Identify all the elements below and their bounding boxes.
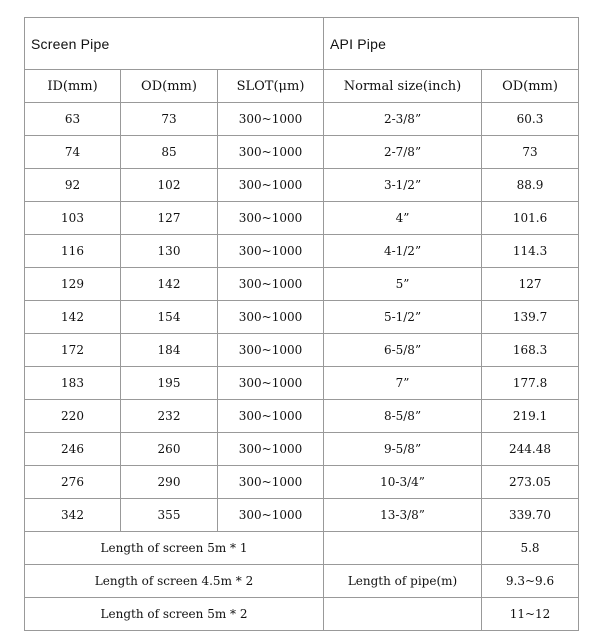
cell-api-od: 168.3 (482, 334, 579, 367)
cell-slot: 300~1000 (218, 169, 324, 202)
cell-normal-size: 8-5/8” (324, 400, 482, 433)
column-header-row (25, 70, 579, 103)
cell-screen-id: 92 (25, 169, 121, 202)
cell-api-od: 73 (482, 136, 579, 169)
cell-slot: 300~1000 (218, 103, 324, 136)
table-row (25, 499, 579, 532)
table-row (25, 136, 579, 169)
cell-screen-od: 142 (121, 268, 218, 301)
cell-slot: 300~1000 (218, 136, 324, 169)
cell-slot: 300~1000 (218, 301, 324, 334)
table-row (25, 268, 579, 301)
table-row (25, 301, 579, 334)
cell-api-od: 219.1 (482, 400, 579, 433)
cell-slot: 300~1000 (218, 334, 324, 367)
cell-normal-size: 6-5/8” (324, 334, 482, 367)
screen-pipe-title: Screen Pipe (25, 18, 324, 70)
table-row (25, 367, 579, 400)
cell-screen-od: 260 (121, 433, 218, 466)
cell-screen-id: 220 (25, 400, 121, 433)
header-api-od: OD(mm) (482, 70, 579, 103)
table-row (25, 103, 579, 136)
cell-normal-size: 4-1/2” (324, 235, 482, 268)
cell-api-od: 127 (482, 268, 579, 301)
cell-normal-size: 4” (324, 202, 482, 235)
spec-table-body (25, 18, 579, 631)
cell-api-od: 273.05 (482, 466, 579, 499)
cell-screen-id: 172 (25, 334, 121, 367)
table-row (25, 334, 579, 367)
cell-screen-od: 85 (121, 136, 218, 169)
cell-screen-od: 290 (121, 466, 218, 499)
cell-api-od: 244.48 (482, 433, 579, 466)
cell-normal-size: 10-3/4” (324, 466, 482, 499)
footer-value: 9.3~9.6 (482, 565, 579, 598)
header-screen-od: OD(mm) (121, 70, 218, 103)
cell-screen-id: 74 (25, 136, 121, 169)
api-pipe-title: API Pipe (324, 18, 579, 70)
footer-value: 5.8 (482, 532, 579, 565)
cell-slot: 300~1000 (218, 433, 324, 466)
footer-pipe-length-label: Length of pipe(m) (324, 565, 482, 598)
cell-screen-od: 102 (121, 169, 218, 202)
cell-normal-size: 9-5/8” (324, 433, 482, 466)
cell-api-od: 114.3 (482, 235, 579, 268)
footer-screen-length: Length of screen 5m * 2 (25, 598, 324, 631)
cell-normal-size: 3-1/2” (324, 169, 482, 202)
cell-api-od: 177.8 (482, 367, 579, 400)
cell-api-od: 101.6 (482, 202, 579, 235)
table-row (25, 202, 579, 235)
cell-screen-od: 355 (121, 499, 218, 532)
cell-screen-od: 127 (121, 202, 218, 235)
header-screen-id: ID(mm) (25, 70, 121, 103)
footer-pipe-length-label (324, 598, 482, 631)
pipe-spec-table (24, 17, 579, 631)
cell-screen-od: 232 (121, 400, 218, 433)
table-row (25, 169, 579, 202)
table-row (25, 400, 579, 433)
cell-slot: 300~1000 (218, 235, 324, 268)
footer-screen-length: Length of screen 5m * 1 (25, 532, 324, 565)
cell-slot: 300~1000 (218, 268, 324, 301)
cell-screen-id: 103 (25, 202, 121, 235)
footer-value: 11~12 (482, 598, 579, 631)
cell-screen-od: 130 (121, 235, 218, 268)
group-title-row (25, 18, 579, 70)
cell-api-od: 139.7 (482, 301, 579, 334)
cell-screen-id: 116 (25, 235, 121, 268)
cell-normal-size: 13-3/8” (324, 499, 482, 532)
footer-screen-length: Length of screen 4.5m * 2 (25, 565, 324, 598)
cell-screen-id: 63 (25, 103, 121, 136)
cell-screen-od: 154 (121, 301, 218, 334)
footer-row (25, 532, 579, 565)
footer-pipe-length-label (324, 532, 482, 565)
cell-screen-id: 276 (25, 466, 121, 499)
cell-slot: 300~1000 (218, 400, 324, 433)
cell-slot: 300~1000 (218, 466, 324, 499)
cell-api-od: 60.3 (482, 103, 579, 136)
table-row (25, 466, 579, 499)
cell-normal-size: 5-1/2” (324, 301, 482, 334)
cell-screen-id: 183 (25, 367, 121, 400)
cell-normal-size: 2-3/8” (324, 103, 482, 136)
cell-screen-id: 342 (25, 499, 121, 532)
cell-slot: 300~1000 (218, 499, 324, 532)
cell-slot: 300~1000 (218, 202, 324, 235)
footer-row (25, 598, 579, 631)
cell-screen-id: 129 (25, 268, 121, 301)
cell-screen-od: 195 (121, 367, 218, 400)
cell-normal-size: 7” (324, 367, 482, 400)
header-slot: SLOT(μm) (218, 70, 324, 103)
cell-screen-id: 142 (25, 301, 121, 334)
cell-api-od: 88.9 (482, 169, 579, 202)
cell-normal-size: 2-7/8” (324, 136, 482, 169)
cell-api-od: 339.70 (482, 499, 579, 532)
cell-screen-od: 184 (121, 334, 218, 367)
cell-normal-size: 5” (324, 268, 482, 301)
table-row (25, 433, 579, 466)
cell-screen-id: 246 (25, 433, 121, 466)
footer-row (25, 565, 579, 598)
table-row (25, 235, 579, 268)
cell-slot: 300~1000 (218, 367, 324, 400)
header-normal-size: Normal size(inch) (324, 70, 482, 103)
cell-screen-od: 73 (121, 103, 218, 136)
